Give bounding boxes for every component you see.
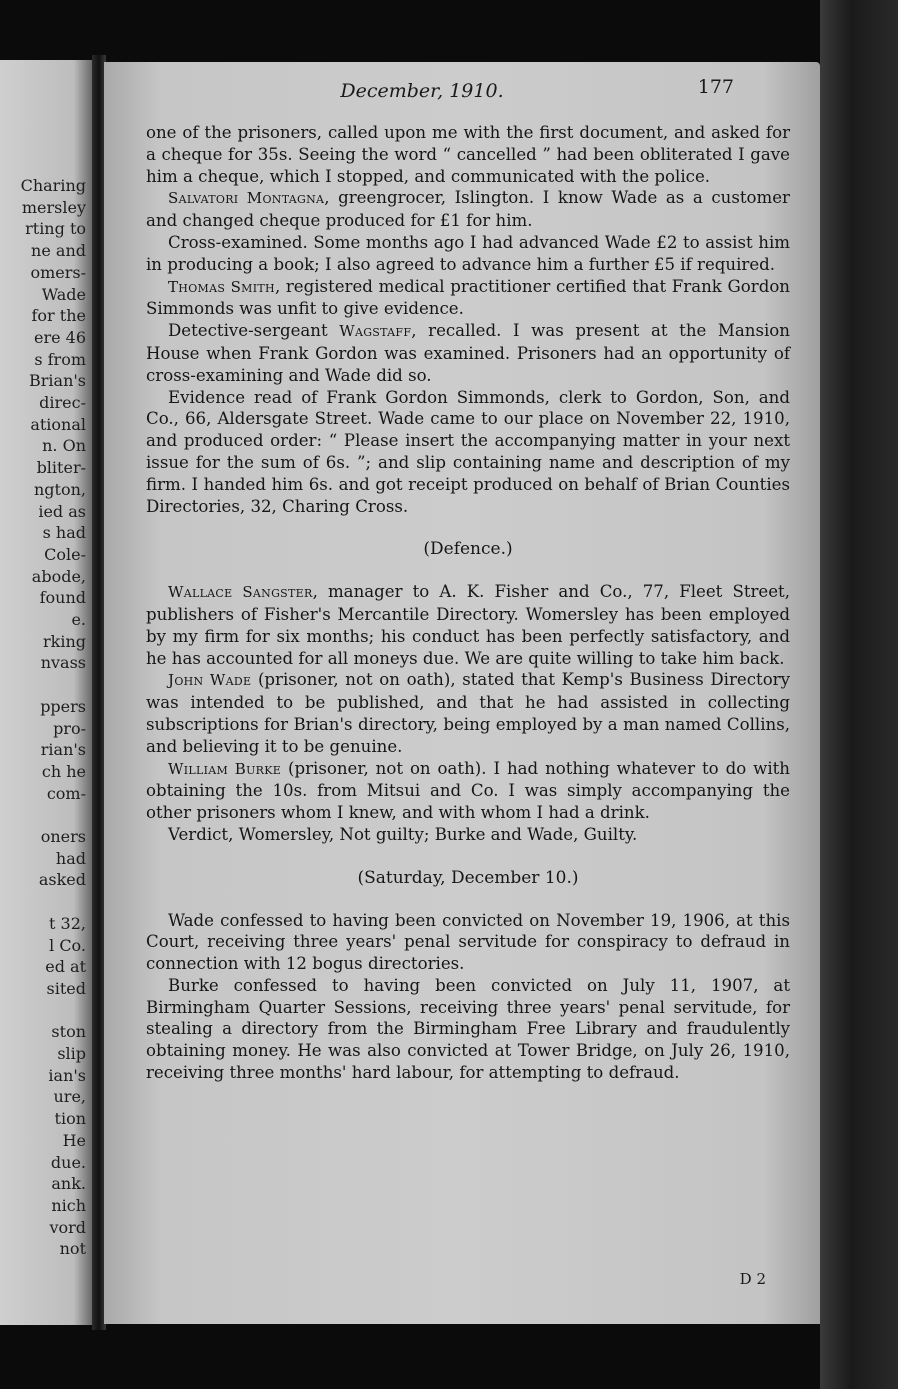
facing-page-fragment: for the (31, 306, 86, 326)
defence-heading: (Defence.) (423, 539, 513, 560)
facing-page-fragment: Wade (41, 284, 86, 304)
paragraph (146, 276, 790, 321)
witness-name: Salvatori Montagna (168, 189, 325, 208)
facing-page-fragment: vord (49, 1217, 86, 1237)
witness-name: William Burke (168, 759, 282, 778)
facing-page-fragment: nvass (40, 653, 86, 673)
facing-page-fragment: e. (71, 610, 86, 629)
facing-page-fragment: not (59, 1239, 86, 1259)
running-title: December, 1910. (340, 80, 504, 102)
facing-page-fragment: com- (46, 783, 86, 803)
facing-page-fragment: ed at (45, 957, 86, 977)
paragraph-prefix: Detective-sergeant (168, 321, 340, 341)
witness-name: Thomas Smith (168, 277, 275, 296)
main-page (104, 62, 820, 1324)
facing-page-fragment: ppers (40, 696, 86, 716)
facing-page-fragment: pro- (53, 718, 86, 738)
paragraph-text: , greengrocer, Islington. I know Wade as a customer and changed cheque produced for £1 for him. (146, 188, 790, 231)
paragraph (146, 320, 790, 386)
paragraph-text: , registered medical practitioner certified that Frank Gordon Simmonds was unfit to give evidence. (146, 276, 790, 319)
paragraph (146, 187, 790, 232)
facing-page-fragment: oners (40, 827, 86, 846)
paragraph: Burke confessed to having been convicted on July 11, 1907, at Birmingham Quarter Sessions, receiving three years' penal servitude, for stealing a directory from the Birmingham Free Library and fraudulently obtaining money. He was also convicted at Tower Bridge, on July 26, 1910, receiving three months' hard labour, for attempting to defraud. (146, 975, 790, 1083)
paragraph: one of the prisoners, called upon me with the first document, and asked for a cheque for 35s. Seeing the word “ cancelled ” had been obliterated I gave him a cheque, which I stopped, and communicated with the police. (146, 123, 790, 186)
witness-name: Wagstaff (339, 322, 412, 341)
facing-page-fragment: ure, (53, 1087, 86, 1107)
paragraph-text: , recalled. I was present at the Mansion House when Frank Gordon was examined. Prisoners had an opportunity of cross-examining and Wade did so. (146, 321, 790, 385)
facing-page-fragment: mersley (21, 197, 86, 217)
paragraph-text: , manager to A. K. Fisher and Co., 77, Fleet Street, publishers of Fisher's Mercantile Directory. Womersley has been employed by my firm for six months; his conduct has been perfectly satisfactory, and he has accounted for all moneys due. We are quite willing to take him back. (146, 582, 791, 668)
paragraph (146, 669, 790, 757)
book-edge (820, 0, 898, 1389)
facing-page-fragment: Brian's (29, 371, 86, 391)
facing-page-fragment: ston (51, 1022, 86, 1042)
facing-page-fragment: asked (38, 870, 86, 890)
paragraph (146, 581, 790, 669)
facing-page-fragment: s from (34, 349, 86, 369)
facing-page-fragment: ied as (38, 501, 86, 521)
facing-page-fragment: nich (51, 1195, 86, 1215)
facing-page-fragment: due. (50, 1152, 86, 1172)
facing-page-fragment: Cole- (44, 544, 86, 564)
facing-page-fragment: ch he (41, 761, 86, 781)
signature-mark: D 2 (739, 1270, 766, 1288)
facing-page-fragment: sited (46, 978, 86, 998)
facing-page-fragment: rian's (40, 740, 86, 760)
facing-page-fragment: s had (42, 523, 86, 543)
facing-page-fragment: slip (57, 1044, 86, 1063)
verdict: Verdict, Womersley, Not guilty; Burke and Wade, Guilty. (168, 824, 638, 844)
paragraph: Evidence read of Frank Gordon Simmonds, clerk to Gordon, Son, and Co., 66, Aldersgate Street. Wade came to our place on November 22, 1910, and produced order: “ Please insert the accompanying matter in your next issue for the sum of 6s. ”; and slip containing name and description of my firm. I handed him 6s. and got receipt produced on behalf of Brian Counties Directories, 32, Charing Cross. (146, 387, 790, 516)
facing-page-fragment: rking (42, 631, 86, 651)
facing-page-fragment: He (62, 1130, 86, 1150)
paragraph (146, 758, 790, 824)
saturday-heading: (Saturday, December 10.) (357, 867, 579, 888)
facing-page-fragment: ngton, (34, 479, 86, 499)
facing-page-fragment: had (55, 848, 86, 868)
facing-page-fragment: omers- (30, 262, 86, 282)
facing-page-fragment: n. On (42, 436, 86, 456)
facing-page-fragment: ne and (31, 241, 86, 261)
facing-page-fragment: direc- (39, 393, 86, 412)
paragraph: Wade confessed to having been convicted on November 19, 1906, at this Court, receiving three years' penal servitude for conspiracy to defraud in connection with 12 bogus directories. (146, 910, 790, 974)
facing-page-fragment: tion (54, 1109, 86, 1129)
facing-page-fragment: ere 46 (33, 327, 86, 347)
facing-page-fragment: t 32, (49, 913, 86, 933)
facing-page-fragment: ank. (51, 1174, 86, 1194)
facing-page-fragment: Charing (20, 176, 86, 195)
facing-page-fragment: l Co. (49, 935, 86, 955)
facing-page-fragment: ian's (48, 1065, 86, 1085)
facing-page (0, 60, 92, 1325)
facing-page-fragment: rting to (25, 219, 86, 239)
witness-name: Wallace Sangster (168, 583, 313, 602)
body-text (146, 122, 790, 1084)
witness-name: John Wade (168, 671, 252, 690)
paragraph-text: (prisoner, not on oath). I had nothing whatever to do with obtaining the 10s. from Mitsui and Co. I was simply accompanying the other prisoners whom I knew, and with whom I had a drink. (146, 758, 790, 823)
paragraph: Cross-examined. Some months ago I had advanced Wade £2 to assist him in producing a book; I also agreed to advance him a further £5 if required. (146, 232, 790, 274)
facing-page-fragment: bliter- (36, 458, 86, 478)
paragraph-text: (prisoner, not on oath), stated that Kemp's Business Directory was intended to be published, and that he had assisted in collecting subscriptions for Brian's directory, being employed by a man named Collins, and believing it to be genuine. (146, 670, 790, 756)
facing-page-fragment: ational (30, 414, 86, 434)
facing-page-fragment: found (39, 588, 86, 608)
facing-page-fragment: abode, (31, 566, 86, 586)
page-number: 177 (697, 76, 734, 98)
